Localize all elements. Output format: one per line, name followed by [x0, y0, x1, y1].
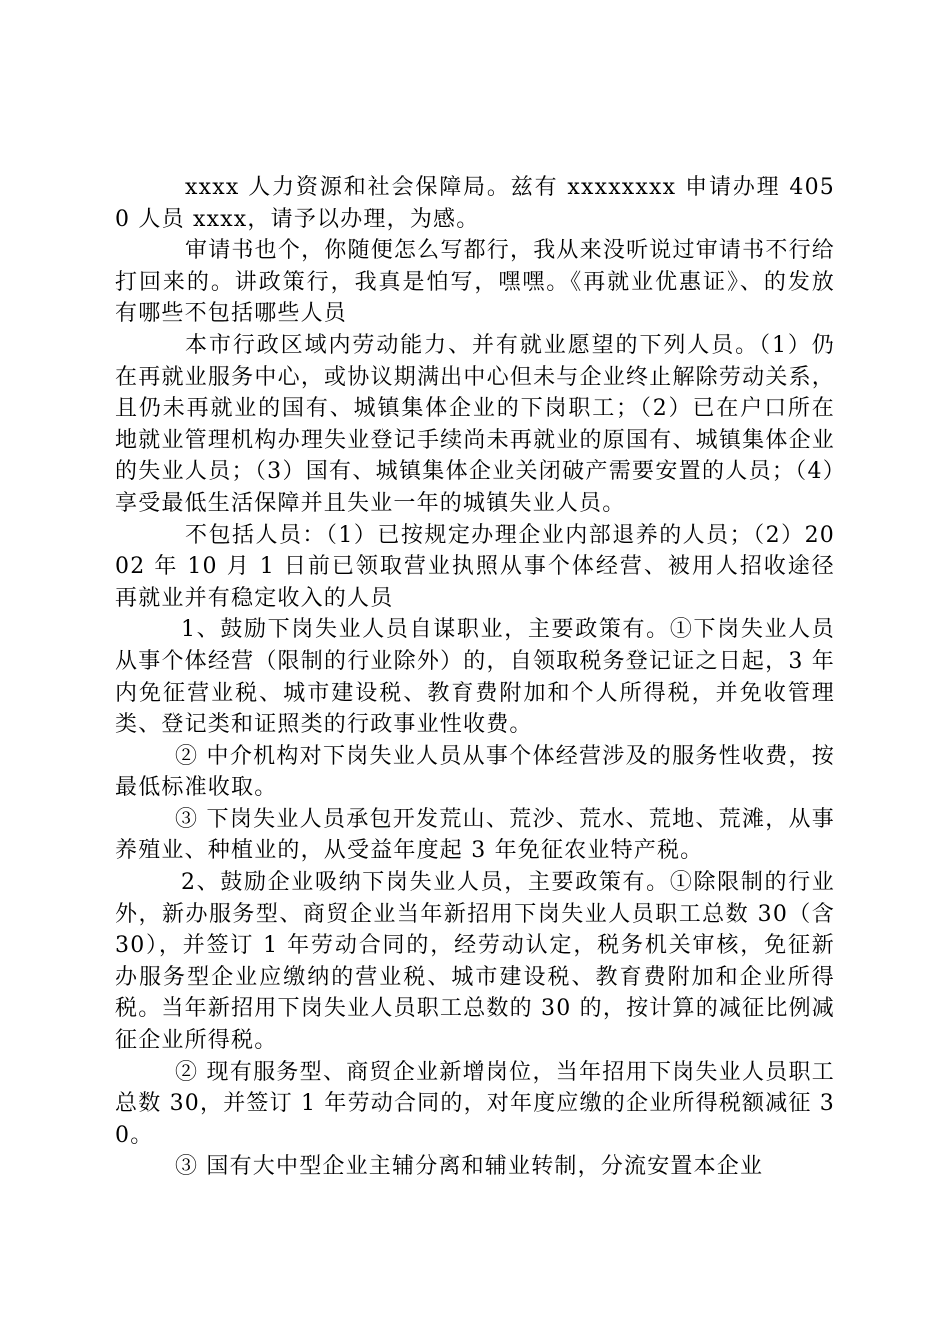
paragraph-policy-2-item-2: ② 现有服务型、商贸企业新增岗位，当年招用下岗失业人员职工总数 30，并签订 1 年劳动合同的，对年度应缴的企业所得税额减征 30。: [115, 1059, 835, 1148]
paragraph-policy-1: 1、鼓励下岗失业人员自谋职业，主要政策有。①下岗失业人员从事个体经营（限制的行业除外）的，自领取税务登记证之日起，3 年内免征营业税、城市建设税、教育费附加和个人所得税，并免收管理类、登记类和证照类的行政事业性收费。: [115, 617, 835, 738]
paragraph-comment: 审请书也个，你随便怎么写都行，我从来没听说过审请书不行给打回来的。讲政策行，我真是怕写，嘿嘿。《再就业优惠证》、的发放有哪些不包括哪些人员: [115, 238, 835, 327]
document-body: [115, 172, 835, 1183]
paragraph-excluded-persons: 不包括人员：（1）已按规定办理企业内部退养的人员；（2）2002 年 10 月 1 日前已领取营业执照从事个体经营、被用人招收途径再就业并有稳定收入的人员: [115, 522, 835, 611]
paragraph-policy-1-item-3: ③ 下岗失业人员承包开发荒山、荒沙、荒水、荒地、荒滩，从事养殖业、种植业的，从受益年度起 3 年免征农业特产税。: [115, 806, 835, 864]
paragraph-policy-2-item-3: ③ 国有大中型企业主辅分离和辅业转制，分流安置本企业: [175, 1154, 764, 1180]
paragraph-eligible-persons: 本市行政区域内劳动能力、并有就业愿望的下列人员。（1）仍在再就业服务中心，或协议期满出中心但未与企业终止解除劳动关系，且仍未再就业的国有、城镇集体企业的下岗职工；（2）已在户口所在地就业管理机构办理失业登记手续尚未再就业的原国有、城镇集体企业的失业人员；（3）国有、城镇集体企业关闭破产需要安置的人员；（4）享受最低生活保障并且失业一年的城镇失业人员。: [115, 332, 835, 516]
paragraph-policy-2: 2、鼓励企业吸纳下岗失业人员，主要政策有。①除限制的行业外，新办服务型、商贸企业当年新招用下岗失业人员职工总数 30（含 30），并签订 1 年劳动合同的，经劳动认定，税务机关审核，免征新办服务型企业应缴纳的营业税、城市建设税、教育费附加和企业所得税。当年新招用下岗失业人员职工总数的 30 的，按计算的减征比例减征企业所得税。: [115, 870, 835, 1054]
paragraph-policy-1-item-2: ② 中介机构对下岗失业人员从事个体经营涉及的服务性收费，按最低标准收取。: [115, 743, 835, 801]
paragraph-application: xxxx 人力资源和社会保障局。兹有 xxxxxxxx 申请办理 4050 人员 xxxx，请予以办理，为感。: [115, 175, 835, 232]
